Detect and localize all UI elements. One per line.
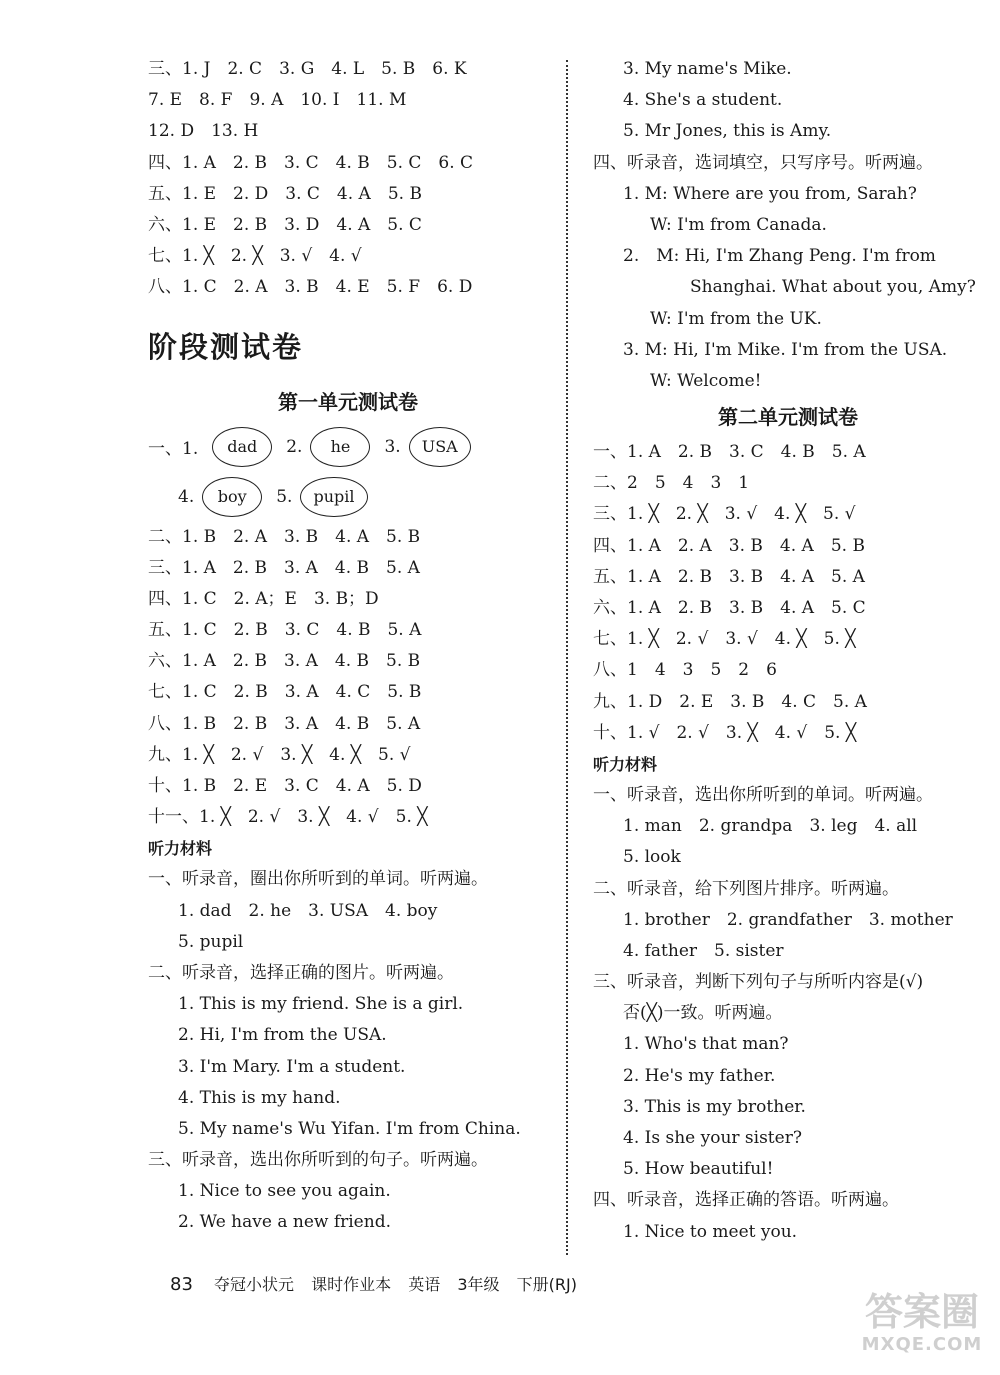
q1-prefix: 一、1. (148, 439, 199, 459)
oval-item-number: 4. (178, 486, 195, 507)
listening-line: W: Welcome! (650, 370, 762, 391)
listening-line: 一、听录音，选出你所听到的单词。听两遍。 (593, 784, 933, 805)
subject: 英语 (408, 1275, 441, 1294)
answer-line: 十、1. √ 2. √ 3. ╳ 4. √ 5. ╳ (593, 722, 857, 743)
answer-line: 五、1. E 2. D 3. C 4. A 5. B (148, 183, 422, 204)
circled-word: he (310, 427, 370, 467)
watermark-line2: MXQE.COM (861, 1334, 983, 1355)
listening-line: 2. He's my father. (623, 1065, 776, 1086)
unit2-answers (593, 437, 983, 749)
listening-line: 5. look (623, 847, 681, 868)
answer-line: 九、1. D 2. E 3. B 4. C 5. A (593, 691, 867, 712)
right-top-lines (593, 54, 983, 397)
listening-line: 否(╳)一致。听两遍。 (623, 1003, 783, 1024)
left-column (148, 54, 548, 1239)
listening-line: 1. Nice to meet you. (623, 1221, 798, 1242)
listening-line: 四、听录音，选词填空，只写序号。听两遍。 (593, 152, 933, 173)
listening-line: 3. This is my brother. (623, 1096, 806, 1117)
listening-line: W: I'm from Canada. (650, 214, 827, 235)
answer-line: 六、1. A 2. B 3. B 4. A 5. C (593, 598, 866, 618)
answer-line: 一、1. A 2. B 3. C 4. B 5. A (593, 442, 866, 463)
column-divider (566, 60, 568, 1255)
answer-line: 八、1. B 2. B 3. A 4. B 5. A (148, 713, 421, 734)
listening-line: W: I'm from the UK. (650, 308, 822, 329)
answer-line: 八、1. C 2. A 3. B 4. E 5. F 6. D (148, 277, 473, 298)
listening-line: 一、听录音，圈出你所听到的单词。听两遍。 (148, 869, 488, 890)
answer-line: 二、1. B 2. A 3. B 4. A 5. B (148, 526, 421, 547)
unit1-listening (148, 864, 548, 1238)
listening-line: 1. man 2. grandpa 3. leg 4. all (623, 816, 918, 837)
answer-line: 八、1 4 3 5 2 6 (593, 660, 777, 681)
listening-line: 5. My name's Wu Yifan. I'm from China. (178, 1118, 521, 1139)
answer-line: 五、1. C 2. B 3. C 4. B 5. A (148, 620, 422, 641)
listening-line: 1. dad 2. he 3. USA 4. boy (178, 900, 438, 921)
oval-item-number: 5. (276, 486, 293, 507)
answer-line: 十一、1. ╳ 2. √ 3. ╳ 4. √ 5. ╳ (148, 807, 428, 828)
unit1-title: 第一单元测试卷 (278, 389, 418, 414)
series-name: 夺冠小状元 (214, 1275, 295, 1294)
page-footer (170, 1270, 589, 1300)
circled-word: dad (212, 427, 272, 467)
answer-line: 七、1. ╳ 2. ╳ 3. √ 4. √ (148, 246, 362, 267)
circled-word: boy (202, 477, 262, 517)
listening-line: 2. We have a new friend. (178, 1212, 391, 1233)
answer-line: 九、1. ╳ 2. √ 3. ╳ 4. ╳ 5. √ (148, 744, 411, 765)
listening-line: 1. brother 2. grandfather 3. mother (623, 909, 953, 930)
listening-line: 5. Mr Jones, this is Amy. (623, 121, 832, 142)
oval-row-2 (148, 472, 548, 522)
listening-line: 1. M: Where are you from, Sarah? (623, 183, 917, 204)
answer-line: 7. E 8. F 9. A 10. I 11. M (148, 90, 407, 111)
listening-line: 4. This is my hand. (178, 1087, 341, 1108)
volume: 下册(RJ) (516, 1275, 577, 1294)
watermark-logo (858, 1290, 986, 1370)
page-number: 83 (170, 1274, 193, 1295)
listening-line: 5. pupil (178, 931, 244, 952)
listening-line: 3. I'm Mary. I'm a student. (178, 1056, 406, 1077)
book-name: 课时作业本 (311, 1275, 392, 1294)
listening-line: 四、听录音，选择正确的答语。听两遍。 (593, 1190, 899, 1211)
left-top-answers (148, 54, 548, 304)
listening-line: 3. My name's Mike. (623, 59, 792, 79)
answer-line: 二、2 5 4 3 1 (593, 473, 750, 494)
circled-word: pupil (300, 477, 367, 517)
right-column (593, 54, 983, 1248)
listening-line: 4. Is she your sister? (623, 1128, 802, 1148)
listening-line: 二、听录音，给下列图片排序。听两遍。 (593, 878, 899, 899)
grade: 3年级 (457, 1275, 500, 1294)
answer-line: 三、1. J 2. C 3. G 4. L 5. B 6. K (148, 59, 467, 79)
answer-line: 七、1. ╳ 2. √ 3. √ 4. ╳ 5. ╳ (593, 629, 856, 650)
listening-line: Shanghai. What about you, Amy? (690, 277, 976, 298)
listening-line: 4. She's a student. (623, 90, 783, 111)
listening-line: 三、听录音，选出你所听到的句子。听两遍。 (148, 1150, 488, 1171)
answer-line: 四、1. C 2. A；E 3. B；D (148, 588, 379, 609)
big-title: 阶段测试卷 (148, 329, 304, 364)
oval-item-number: 3. (384, 436, 401, 457)
listening-line: 4. father 5. sister (623, 940, 784, 961)
unit2-title: 第二单元测试卷 (718, 405, 858, 430)
answer-line: 四、1. A 2. A 3. B 4. A 5. B (593, 535, 865, 556)
listening-line: 三、听录音，判断下列句子与所听内容是(√) (593, 972, 924, 993)
answer-line: 五、1. A 2. B 3. B 4. A 5. A (593, 566, 865, 587)
listening-heading-1: 听力材料 (148, 839, 213, 859)
answer-line: 六、1. E 2. B 3. D 4. A 5. C (148, 214, 422, 235)
listening-heading-2: 听力材料 (593, 754, 658, 774)
listening-line: 2. Hi, I'm from the USA. (178, 1025, 387, 1046)
answer-line: 12. D 13. H (148, 121, 259, 142)
listening-line: 1. This is my friend. She is a girl. (178, 994, 464, 1015)
listening-line: 5. How beautiful! (623, 1159, 774, 1180)
oval-item-number: 2. (286, 436, 303, 457)
watermark-line1: 答案圈 (864, 1290, 979, 1334)
listening-line: 二、听录音，选择正确的图片。听两遍。 (148, 962, 454, 983)
answer-line: 三、1. ╳ 2. ╳ 3. √ 4. ╳ 5. √ (593, 504, 856, 525)
listening-line: 1. Who's that man? (623, 1034, 789, 1055)
answer-line: 三、1. A 2. B 3. A 4. B 5. A (148, 557, 420, 578)
unit1-answers (148, 522, 548, 834)
answer-line: 七、1. C 2. B 3. A 4. C 5. B (148, 682, 422, 703)
listening-line: 1. Nice to see you again. (178, 1181, 391, 1202)
answer-line: 六、1. A 2. B 3. A 4. B 5. B (148, 651, 421, 672)
answer-line: 四、1. A 2. B 3. C 4. B 5. C 6. C (148, 152, 474, 173)
oval-row-1 (148, 422, 548, 472)
listening-line: 2. M: Hi, I'm Zhang Peng. I'm from (623, 246, 936, 267)
listening-line: 3. M: Hi, I'm Mike. I'm from the USA. (623, 339, 948, 360)
unit2-listening (593, 780, 983, 1248)
circled-word: USA (409, 427, 471, 467)
answer-line: 十、1. B 2. E 3. C 4. A 5. D (148, 776, 422, 796)
